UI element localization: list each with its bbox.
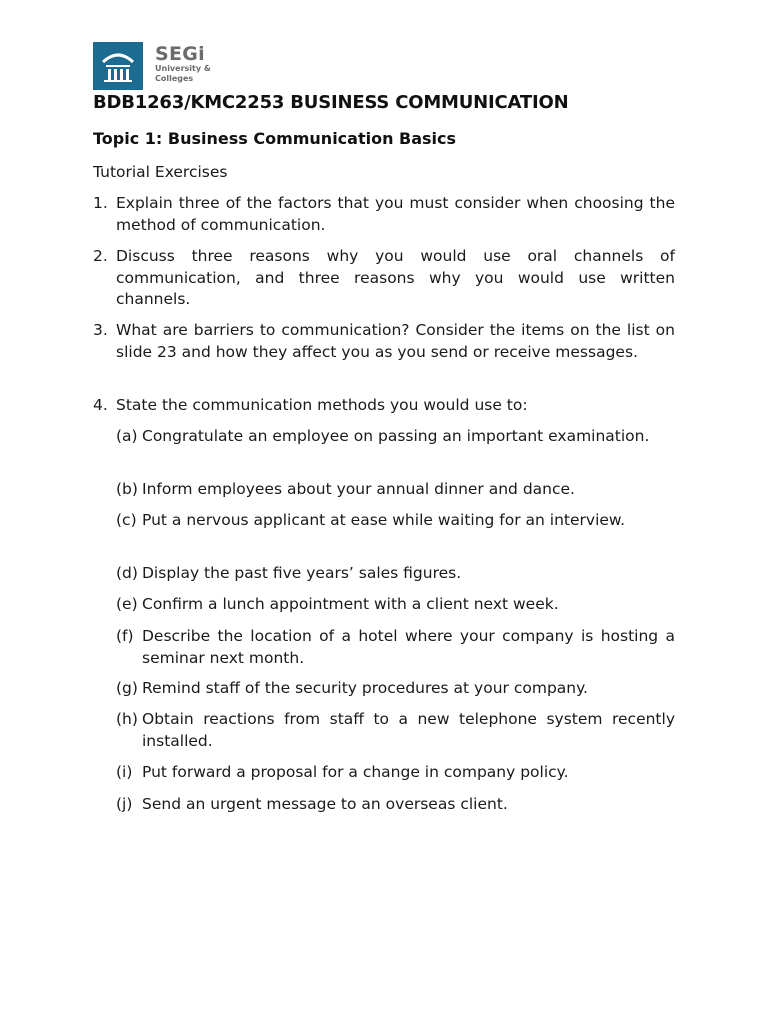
question-number: 4. bbox=[93, 396, 108, 414]
logo-subtitle-line1: University & bbox=[155, 64, 211, 73]
sub-item-label: (d) bbox=[116, 564, 138, 582]
course-title: BDB1263/KMC2253 BUSINESS COMMUNICATION bbox=[93, 92, 569, 113]
sub-item bbox=[116, 762, 675, 784]
sub-item bbox=[116, 563, 675, 585]
logo-name: SEGi bbox=[155, 43, 205, 65]
sub-item bbox=[116, 678, 675, 700]
sub-item-label: (i) bbox=[116, 763, 133, 781]
sub-item-text: Inform employees about your annual dinner and dance. bbox=[142, 480, 575, 498]
question-item bbox=[93, 193, 675, 236]
sub-item bbox=[116, 426, 675, 448]
question-text: Explain three of the factors that you must consider when choosing the method of communication. bbox=[116, 194, 675, 234]
segi-logo bbox=[93, 42, 253, 92]
question-text: What are barriers to communication? Consider the items on the list on slide 23 and how they affect you as you send or receive messages. bbox=[116, 321, 675, 361]
question-number: 2. bbox=[93, 247, 108, 265]
sub-item bbox=[116, 626, 675, 669]
sub-item-label: (j) bbox=[116, 795, 133, 813]
section-subtitle: Tutorial Exercises bbox=[93, 163, 228, 181]
sub-item-text: Put a nervous applicant at ease while waiting for an interview. bbox=[142, 511, 626, 529]
sub-item bbox=[116, 794, 675, 816]
sub-item-label: (a) bbox=[116, 427, 138, 445]
sub-item-text: Confirm a lunch appointment with a client next week. bbox=[142, 595, 559, 613]
sub-item-label: (b) bbox=[116, 480, 138, 498]
sub-item-text: Congratulate an employee on passing an important examination. bbox=[142, 427, 650, 445]
sub-item bbox=[116, 709, 675, 752]
sub-item bbox=[116, 594, 675, 616]
sub-item-label: (c) bbox=[116, 511, 137, 529]
sub-item bbox=[116, 510, 675, 532]
sub-item bbox=[116, 479, 675, 501]
sub-item-label: (g) bbox=[116, 679, 138, 697]
question-text: State the communication methods you would use to: bbox=[116, 396, 528, 414]
question-number: 1. bbox=[93, 194, 108, 212]
question-item bbox=[93, 320, 675, 363]
sub-item-label: (f) bbox=[116, 627, 134, 645]
topic-title: Topic 1: Business Communication Basics bbox=[93, 129, 457, 148]
sub-item-text: Describe the location of a hotel where your company is hosting a seminar next month. bbox=[142, 627, 675, 667]
sub-item-label: (e) bbox=[116, 595, 138, 613]
question-number: 3. bbox=[93, 321, 108, 339]
sub-item-text: Send an urgent message to an overseas client. bbox=[142, 795, 508, 813]
sub-item-text: Remind staff of the security procedures at your company. bbox=[142, 679, 588, 697]
logo-text bbox=[155, 44, 211, 84]
building-logo-icon bbox=[93, 42, 143, 90]
question-item bbox=[93, 246, 675, 311]
sub-item-text: Put forward a proposal for a change in company policy. bbox=[142, 763, 569, 781]
question-item bbox=[93, 395, 675, 417]
question-text: Discuss three reasons why you would use oral channels of communication, and three reasons why you would use written channels. bbox=[116, 247, 675, 308]
sub-item-text: Display the past five years’ sales figures. bbox=[142, 564, 462, 582]
logo-subtitle-line2: Colleges bbox=[155, 74, 194, 83]
sub-item-label: (h) bbox=[116, 710, 138, 728]
sub-item-text: Obtain reactions from staff to a new telephone system recently installed. bbox=[142, 710, 675, 750]
